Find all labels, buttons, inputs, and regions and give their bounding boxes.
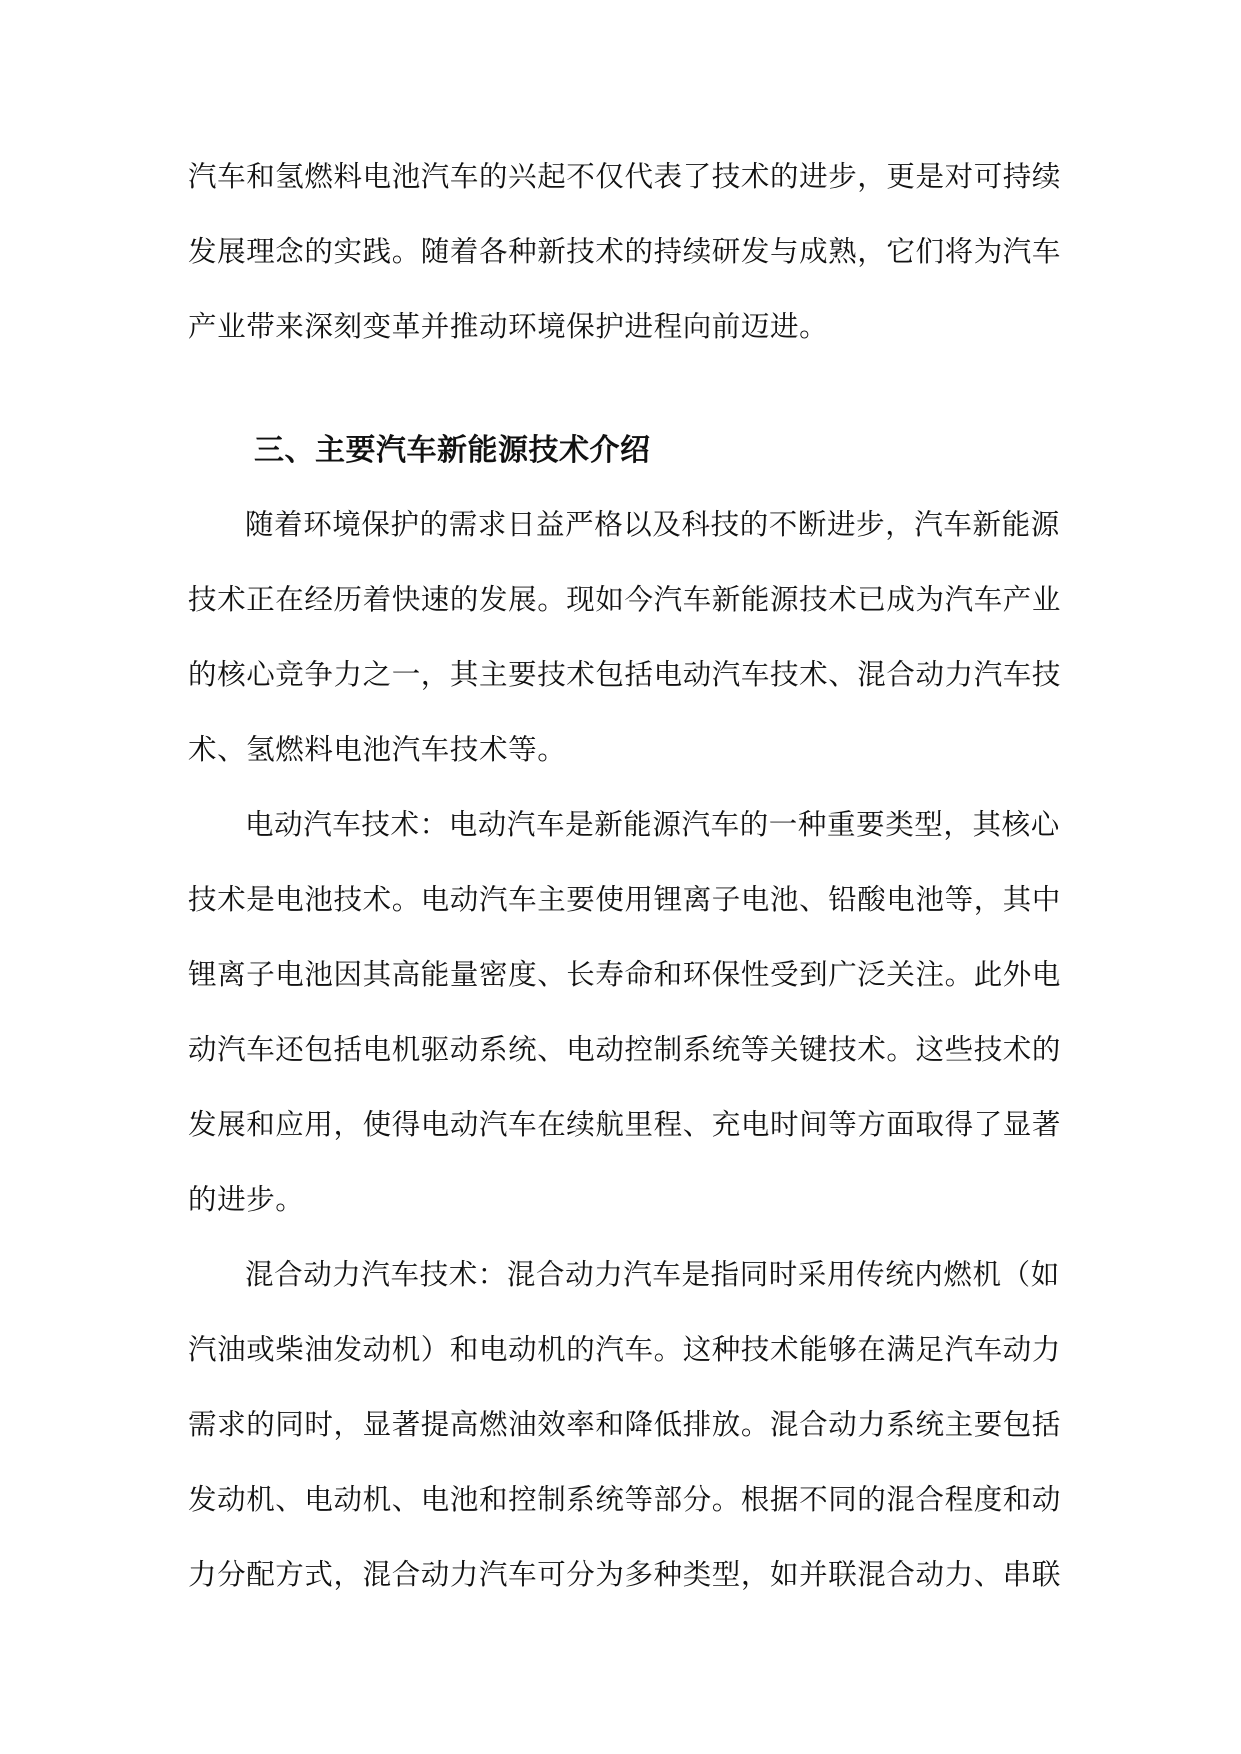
document-body [188,139,1062,1612]
paragraph-1-line-4: 术、氢燃料电池汽车技术等。 [188,733,567,766]
paragraph-new-energy-overview [188,487,1062,787]
paragraph-2-line-5: 发展和应用，使得电动汽车在续航里程、充电时间等方面取得了显著 [188,1108,1062,1141]
intro-line-2: 发展理念的实践。随着各种新技术的持续研发与成熟，它们将为汽车 [188,235,1062,268]
paragraph-3-line-3: 需求的同时，显著提高燃油效率和降低排放。混合动力系统主要包括 [188,1408,1062,1441]
intro-line-3: 产业带来深刻变革并推动环境保护进程向前迈进。 [188,310,829,343]
intro-line-1: 汽车和氢燃料电池汽车的兴起不仅代表了技术的进步，更是对可持续 [188,160,1062,193]
paragraph-2-line-2: 技术是电池技术。电动汽车主要使用锂离子电池、铅酸电池等，其中 [188,883,1062,916]
paragraph-1-line-2: 技术正在经历着快速的发展。现如今汽车新能源技术已成为汽车产业 [188,583,1062,616]
paragraph-electric-vehicle-technology [188,787,1062,1237]
paragraph-hybrid-vehicle-technology [188,1237,1062,1612]
paragraph-2-line-6: 的进步。 [188,1183,305,1216]
paragraph-3-line-1: 混合动力汽车技术：混合动力汽车是指同时采用传统内燃机（如 [245,1258,1060,1291]
paragraph-3-line-4: 发动机、电动机、电池和控制系统等部分。根据不同的混合程度和动 [188,1483,1062,1516]
paragraph-2-line-1: 电动汽车技术：电动汽车是新能源汽车的一种重要类型，其核心 [245,808,1060,841]
section-spacer [188,364,1058,414]
paragraph-3-line-5: 力分配方式，混合动力汽车可分为多种类型，如并联混合动力、串联 [188,1558,1062,1591]
section-heading: 三、主要汽车新能源技术介绍 [254,433,651,468]
intro-paragraph [188,139,1062,364]
paragraph-2-line-3: 锂离子电池因其高能量密度、长寿命和环保性受到广泛关注。此外电 [188,958,1062,991]
paragraph-3-line-2: 汽油或柴油发动机）和电动机的汽车。这种技术能够在满足汽车动力 [188,1333,1062,1366]
paragraph-2-line-4: 动汽车还包括电机驱动系统、电动控制系统等关键技术。这些技术的 [188,1033,1062,1066]
paragraph-1-line-1: 随着环境保护的需求日益严格以及科技的不断进步，汽车新能源 [245,508,1060,541]
paragraph-1-line-3: 的核心竞争力之一，其主要技术包括电动汽车技术、混合动力汽车技 [188,658,1062,691]
